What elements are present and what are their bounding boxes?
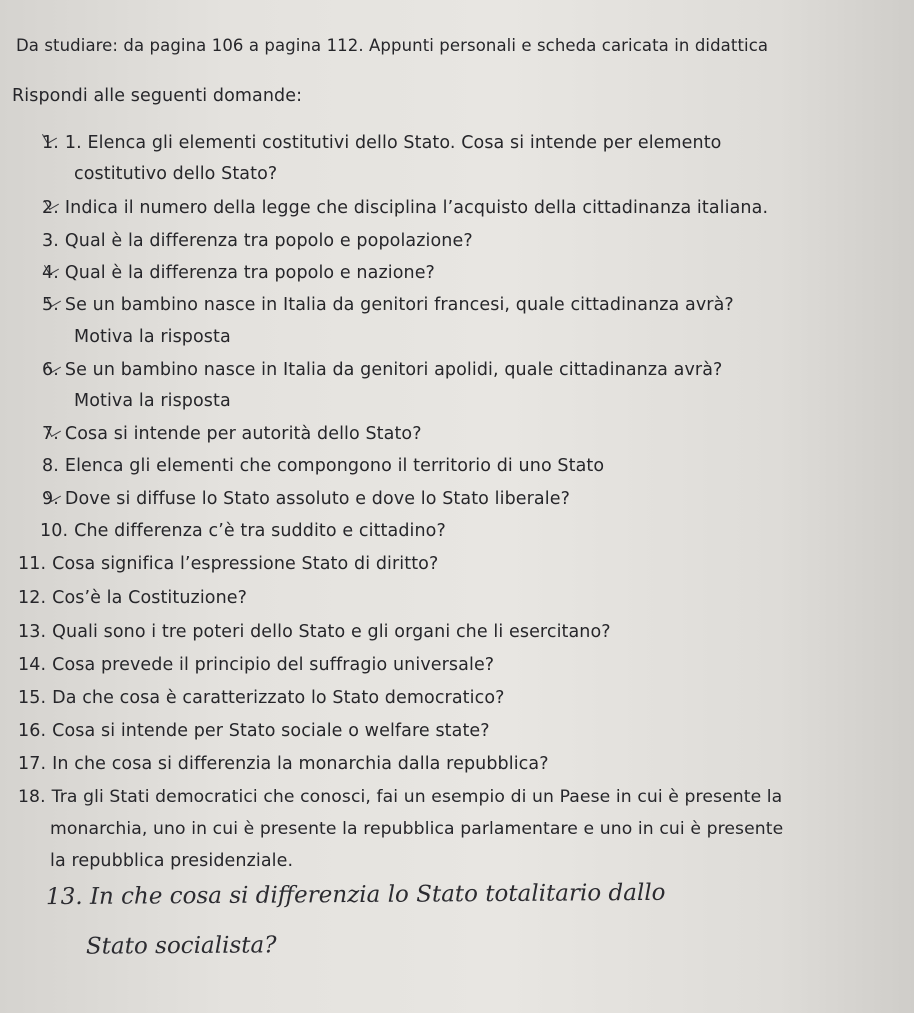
question-1 xyxy=(42,133,722,153)
question-1-continuation: costitutivo dello Stato? xyxy=(74,164,278,184)
question-text: Se un bambino nasce in Italia da genitori apolidi, quale cittadinanza avrà? xyxy=(64,360,723,380)
question-text: Tra gli Stati democratici che conosci, fai un esempio di un Paese in cui è presente la xyxy=(51,787,783,807)
question-text: Elenca gli elementi che compongono il territorio di uno Stato xyxy=(64,456,605,476)
question-number: 9. xyxy=(42,489,59,509)
question-text: Quali sono i tre poteri dello Stato e gli organi che li esercitano? xyxy=(52,622,611,642)
question-text: Cosa si intende per Stato sociale o welfare state? xyxy=(52,721,490,741)
question-10 xyxy=(40,521,446,541)
question-text: 1. Elenca gli elementi costitutivi dello Stato. Cosa si intende per elemento xyxy=(64,133,722,153)
question-text: Qual è la differenza tra popolo e nazione? xyxy=(64,263,435,283)
question-number: 13. xyxy=(18,622,47,642)
answer-prompt: Rispondi alle seguenti domande: xyxy=(12,86,303,106)
handwritten-question-line: Stato socialista? xyxy=(85,932,277,960)
question-text: Cosa prevede il principio del suffragio universale? xyxy=(52,655,495,675)
question-number: 18. xyxy=(18,787,46,807)
question-7 xyxy=(42,424,422,444)
question-12 xyxy=(18,588,247,608)
question-number: 6. xyxy=(42,360,59,380)
question-17 xyxy=(18,754,549,774)
question-number: 1. xyxy=(42,133,59,153)
question-text: Dove si diffuse lo Stato assoluto e dove lo Stato liberale? xyxy=(64,489,570,509)
question-18-continuation: monarchia, uno in cui è presente la repubblica parlamentare e uno in cui è presente xyxy=(50,819,784,839)
question-number: 8. xyxy=(42,456,59,476)
question-number: 11. xyxy=(18,554,47,574)
question-number: 5. xyxy=(42,295,59,315)
question-3 xyxy=(42,231,473,251)
question-14 xyxy=(18,655,494,675)
question-6-continuation: Motiva la risposta xyxy=(74,391,231,411)
handwritten-question-line: 13. In che cosa si differenzia lo Stato totalitario dallo xyxy=(45,879,666,911)
question-text: Cos’è la Costituzione? xyxy=(52,588,248,608)
question-number: 15. xyxy=(18,688,47,708)
question-number: 17. xyxy=(18,754,47,774)
question-15 xyxy=(18,688,505,708)
question-9 xyxy=(42,489,570,509)
question-5-continuation: Motiva la risposta xyxy=(74,327,231,347)
question-18-continuation: la repubblica presidenziale. xyxy=(50,851,294,871)
question-16 xyxy=(18,721,490,741)
question-8 xyxy=(42,456,604,476)
question-number: 7. xyxy=(42,424,59,444)
question-18 xyxy=(18,787,782,807)
question-13 xyxy=(18,622,611,642)
question-text: Se un bambino nasce in Italia da genitori francesi, quale cittadinanza avrà? xyxy=(64,295,734,315)
question-2 xyxy=(42,198,768,218)
question-5 xyxy=(42,295,734,315)
question-text: Cosa si intende per autorità dello Stato? xyxy=(64,424,422,444)
question-number: 4. xyxy=(42,263,59,283)
question-text: Indica il numero della legge che disciplina l’acquisto della cittadinanza italiana. xyxy=(64,198,769,218)
question-number: 12. xyxy=(18,588,47,608)
question-number: 10. xyxy=(40,521,69,541)
question-text: Qual è la differenza tra popolo e popolazione? xyxy=(64,231,473,251)
question-text: Che differenza c’è tra suddito e cittadino? xyxy=(74,521,446,541)
question-text: Da che cosa è caratterizzato lo Stato democratico? xyxy=(52,688,505,708)
question-6 xyxy=(42,360,722,380)
question-number: 16. xyxy=(18,721,47,741)
question-4 xyxy=(42,263,435,283)
question-number: 3. xyxy=(42,231,59,251)
question-number: 2. xyxy=(42,198,59,218)
question-11 xyxy=(18,554,438,574)
question-text: In che cosa si differenzia la monarchia dalla repubblica? xyxy=(52,754,549,774)
study-instruction: Da studiare: da pagina 106 a pagina 112. Appunti personali e scheda caricata in didattica xyxy=(16,36,769,55)
question-text: Cosa significa l’espressione Stato di diritto? xyxy=(52,554,439,574)
question-number: 14. xyxy=(18,655,47,675)
